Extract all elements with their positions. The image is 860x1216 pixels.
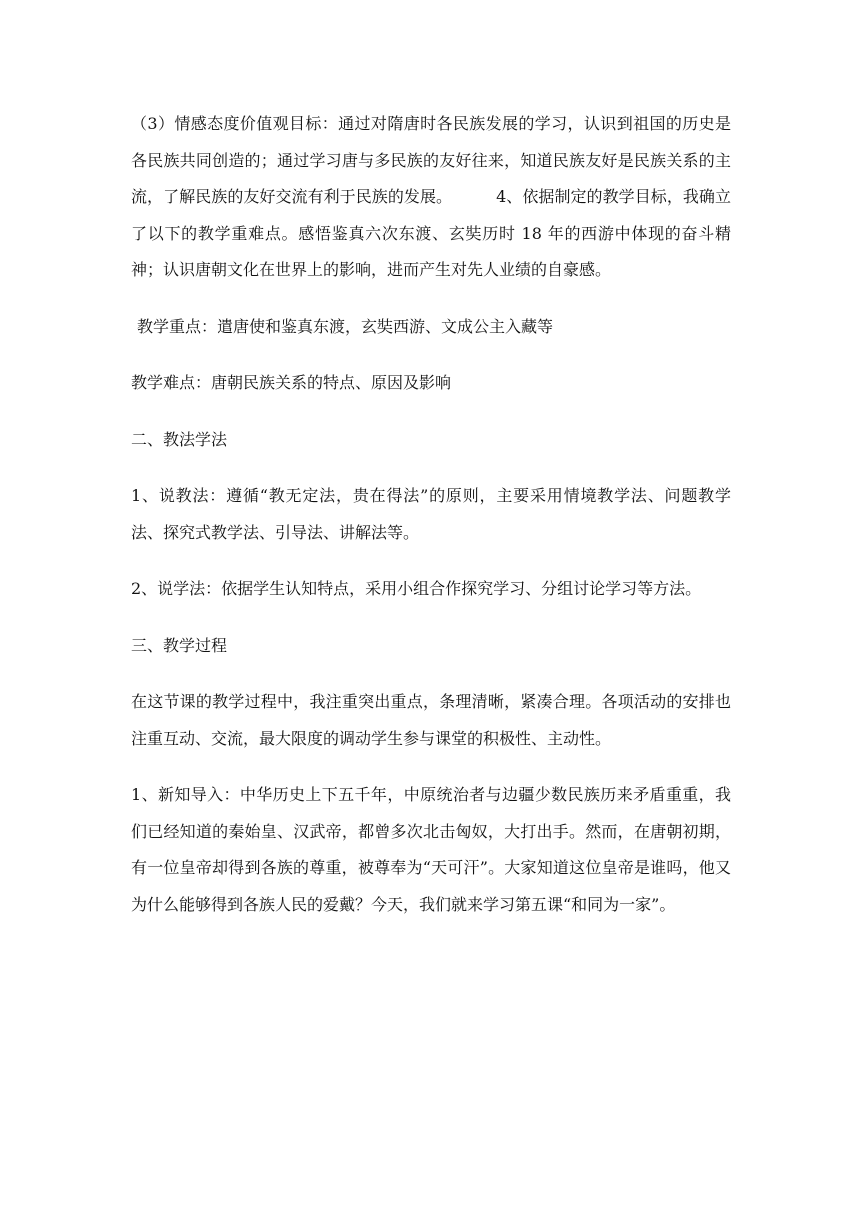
- section-heading-process: 三、教学过程: [131, 635, 228, 655]
- paragraph-process-intro: 在这节课的教学过程中，我注重突出重点，条理清晰，紧凑合理。各项活动的安排也注重互动、交流，最大限度的调动学生参与课堂的积极性、主动性。: [131, 692, 731, 748]
- paragraph-teaching-method: 1、说教法：遵循“教无定法，贵在得法”的原则，主要采用情境教学法、问题教学法、探究式教学法、引导法、讲解法等。: [131, 486, 731, 542]
- document-page: [131, 106, 731, 943]
- paragraph-key-points: 教学重点：遣唐使和鉴真东渡，玄奘西游、文成公主入藏等: [137, 316, 554, 336]
- paragraph-emotion-goals: [131, 106, 731, 289]
- section-heading-methods: 二、教法学法: [131, 429, 228, 449]
- key-difficulty-intro-text: 4、依据制定的教学目标，我确立了以下的教学重难点。感悟鉴真六次东渡、玄奘历时 18 年的西游中体现的奋斗精神；认识唐朝文化在世界上的影响，进而产生对先人业绩的自豪感。: [131, 187, 731, 279]
- emotion-goal-text: （3）情感态度价值观目标：通过对隋唐时各民族发展的学习，认识到祖国的历史是各民族共同创造的；通过学习唐与多民族的友好往来，知道民族友好是民族关系的主流，了解民族的友好交流有利于民族的发展。: [131, 114, 731, 206]
- paragraph-new-lesson-intro: 1、新知导入：中华历史上下五千年，中原统治者与边疆少数民族历来矛盾重重，我们已经知道的秦始皇、汉武帝，都曾多次北击匈奴，大打出手。然而，在唐朝初期，有一位皇帝却得到各族的尊重，被尊奉为“天可汗”。大家知道这位皇帝是谁吗，他又为什么能够得到各族人民的爱戴？今天，我们就来学习第五课“和同为一家”。: [131, 785, 731, 914]
- paragraph-difficulties: 教学难点：唐朝民族关系的特点、原因及影响: [131, 373, 452, 392]
- paragraph-learning-method: 2、说学法：依据学生认知特点，采用小组合作探究学习、分组讨论学习等方法。: [131, 579, 702, 598]
